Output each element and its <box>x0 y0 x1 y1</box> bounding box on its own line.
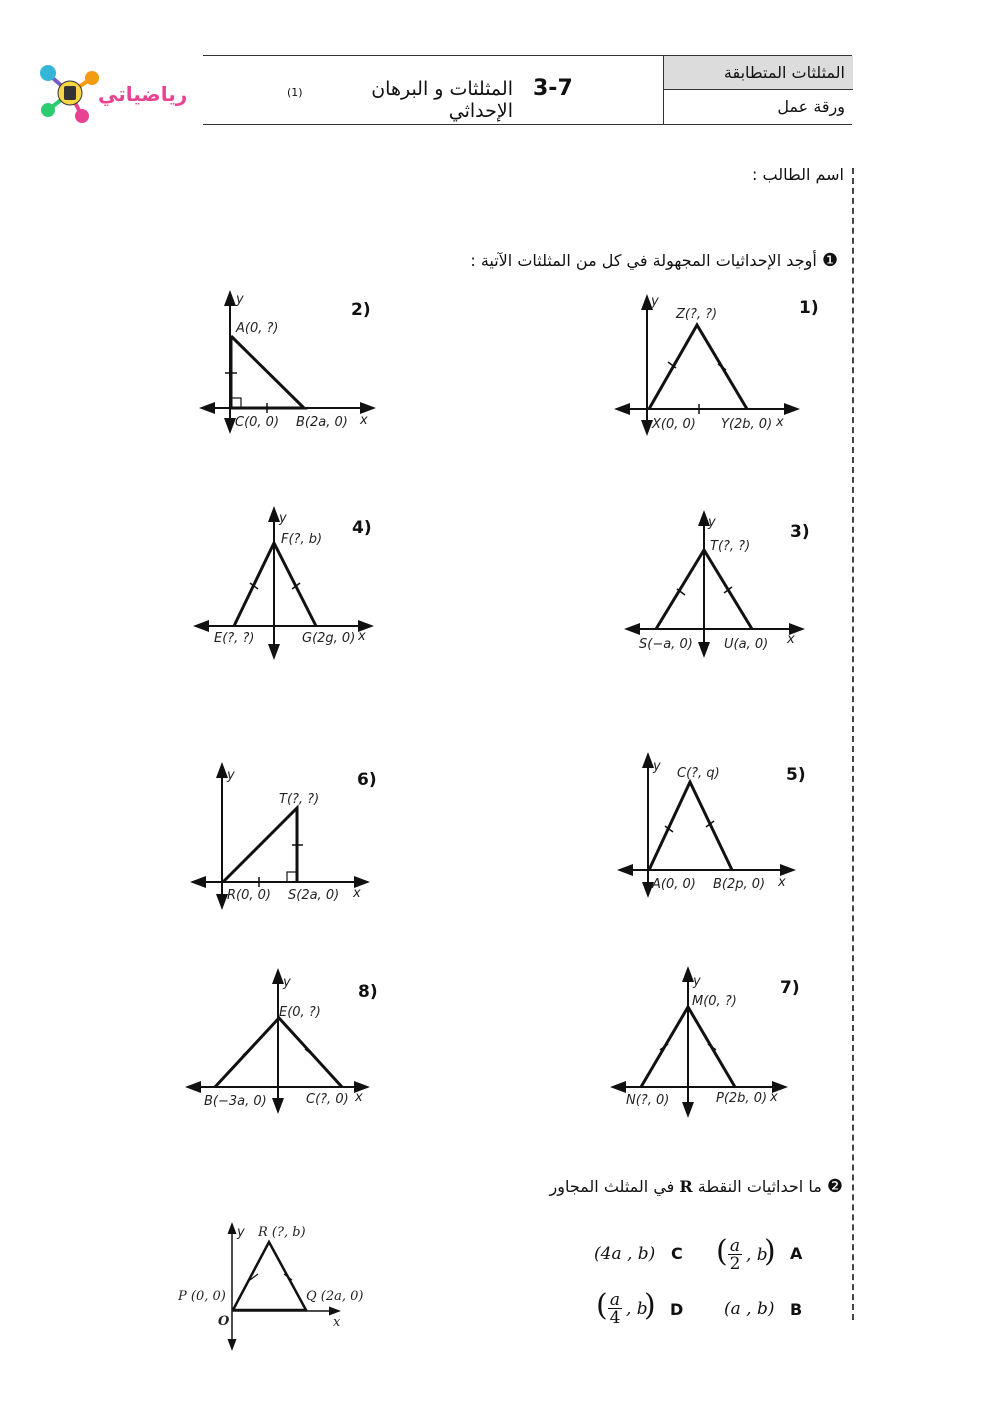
problem-number-4: (4 <box>352 518 372 538</box>
label-origin: O <box>218 1314 230 1329</box>
label-left: E(?, ?) <box>214 631 255 646</box>
problem-number-8: (8 <box>358 982 378 1002</box>
label-x: x <box>778 875 786 890</box>
question-2 <box>450 1176 843 1197</box>
label-right: G(2g, 0) <box>302 631 356 646</box>
label-right: Y(2b, 0) <box>721 417 773 432</box>
label-vertex: C(?, q) <box>677 766 720 781</box>
label-x: x <box>355 1090 363 1105</box>
label-x: x <box>353 886 361 901</box>
q2-text-after: في المثلث المجاور <box>549 1177 675 1196</box>
label-left: S(−a, 0) <box>639 637 693 652</box>
triangle <box>223 808 297 882</box>
label-left: B(−3a, 0) <box>204 1094 267 1109</box>
choice-a-num: a <box>729 1236 741 1256</box>
graph-3 <box>632 515 797 652</box>
worksheet-label: ورقة عمل <box>777 97 845 116</box>
label-y: y <box>653 759 661 774</box>
q2-point: R <box>679 1177 693 1196</box>
q1-bullet: ❶ <box>821 250 838 271</box>
choice-c-letter[interactable]: C <box>671 1244 683 1263</box>
label-y: y <box>283 975 291 990</box>
label-right: C(?, 0) <box>306 1092 349 1107</box>
label-q: Q (2a, 0) <box>306 1289 364 1304</box>
label-left: C(0, 0) <box>235 415 280 430</box>
label-left: N(?, 0) <box>626 1093 670 1108</box>
graph-q2 <box>177 1225 364 1345</box>
label-vertex: A(0, ?) <box>236 321 279 336</box>
graph-5 <box>625 759 788 892</box>
choice-b-value[interactable]: (a , b) <box>724 1299 775 1319</box>
triangle <box>231 336 304 408</box>
problem-number-5: (5 <box>786 765 806 785</box>
lesson-number: 3-7 <box>533 76 573 101</box>
student-name-label: اسم الطالب : <box>752 165 844 184</box>
graph-4 <box>201 511 366 652</box>
label-vertex: Z(?, ?) <box>676 307 718 322</box>
label-y: y <box>651 294 659 309</box>
graph-1 <box>622 294 792 432</box>
choice-d-num: a <box>609 1290 621 1310</box>
label-right: P(2b, 0) <box>716 1091 768 1106</box>
label-y: y <box>236 292 244 307</box>
label-left: X(0, 0) <box>652 417 696 432</box>
lesson-part: (1) <box>287 86 303 99</box>
label-right: B(2a, 0) <box>296 415 348 430</box>
label-vertex: E(0, ?) <box>279 1005 321 1020</box>
label-p: P (0, 0) <box>178 1289 226 1304</box>
label-x: x <box>358 629 366 644</box>
label-y: y <box>693 974 701 989</box>
problem-number-7: (7 <box>780 978 800 998</box>
label-left: A(0, 0) <box>652 877 696 892</box>
label-vertex: R (?, b) <box>258 1225 306 1240</box>
lesson-title: المثلثات و البرهان الإحداثي <box>371 78 513 122</box>
label-x: x <box>787 632 795 647</box>
logo-text: رياضياتي <box>98 82 188 106</box>
choice-c-value[interactable]: (4a , b) <box>594 1244 656 1264</box>
label-right: B(2p, 0) <box>713 877 766 892</box>
label-right: S(2a, 0) <box>288 888 340 903</box>
label-y: y <box>279 511 287 526</box>
choice-d-letter[interactable]: D <box>670 1300 684 1319</box>
problem-number-6: (6 <box>357 770 377 790</box>
problem-number-3: (3 <box>790 522 810 542</box>
choice-d-rest: , b <box>626 1299 648 1319</box>
chapter-title: المثلثات المتطابقة <box>664 56 853 90</box>
label-vertex: T(?, ?) <box>279 792 320 807</box>
label-vertex: T(?, ?) <box>710 539 751 554</box>
label-x: x <box>360 413 368 428</box>
label-x: x <box>776 415 784 430</box>
q2-text-before: ما احداثيات النقطة <box>697 1177 822 1196</box>
q2-bullet: ❷ <box>826 1176 843 1197</box>
q1-text: أوجد الإحداثيات المجهولة في كل من المثلثات الآتية : <box>470 251 817 270</box>
label-vertex: F(?, b) <box>281 532 323 547</box>
graph-8 <box>193 975 363 1109</box>
triangle <box>233 1242 306 1310</box>
choice-a-letter[interactable]: A <box>790 1244 803 1263</box>
label-x: x <box>333 1315 341 1330</box>
problem-number-1: (1 <box>799 298 819 318</box>
label-y: y <box>708 515 716 530</box>
label-x: x <box>770 1090 778 1105</box>
label-left: R(0, 0) <box>227 888 271 903</box>
graph-7 <box>618 974 780 1110</box>
choice-a-den: 2 <box>729 1254 741 1274</box>
label-y: y <box>237 1225 245 1240</box>
problem-number-2: (2 <box>351 300 371 320</box>
label-right: U(a, 0) <box>724 637 769 652</box>
label-y: y <box>227 768 235 783</box>
choice-d-den: 4 <box>609 1308 621 1328</box>
label-vertex: M(0, ?) <box>692 994 737 1009</box>
triangle <box>649 325 747 409</box>
triangle <box>649 782 732 870</box>
choice-b-letter[interactable]: B <box>790 1300 803 1319</box>
choice-a-rest: , b <box>746 1245 768 1265</box>
graph-2 <box>207 292 368 430</box>
graph-6 <box>198 768 362 903</box>
